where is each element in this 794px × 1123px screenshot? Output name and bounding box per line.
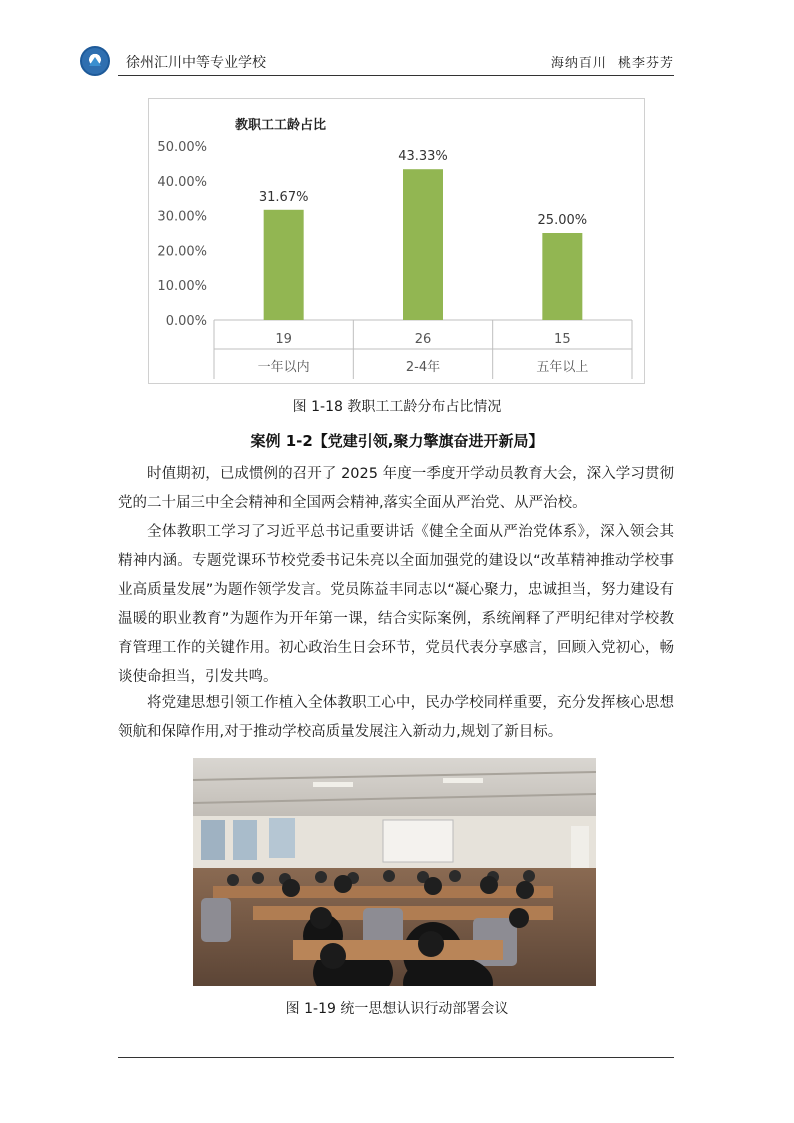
data-label: 25.00% [537, 213, 588, 228]
y-tick-label: 50.00% [157, 140, 207, 155]
figure-1-19-caption: 图 1-19 统一思想认识行动部署会议 [285, 1001, 509, 1017]
x-tick-label: 26 [414, 332, 432, 347]
bar [542, 233, 582, 320]
school-motto: 海纳百川 桃李芬芳 [550, 56, 674, 71]
bar [403, 169, 443, 320]
y-tick-label: 20.00% [157, 244, 207, 260]
y-tick-label: 0.00% [165, 314, 207, 329]
bar [264, 210, 304, 320]
chart-title: 教职工工龄占比 [235, 118, 327, 133]
school-name: 徐州汇川中等专业学校 [126, 55, 266, 71]
meeting-room-illustration [193, 758, 596, 986]
paragraph-2: 全体教职工学习了习近平总书记重要讲话《健全全面从严治党体系》，深入领会其精神内涵。专题党课环节校党委书记朱亮以全面加强党的建设以“改革精神推动学校事业高质量发展”为题作领学发言。党员陈益丰同志以“凝心聚力，忠诚担当，努力建设有温暖的职业教育”为题作为开年第一课，结合实际案例，系统阐释了严明纪律对学校教育管理工作的关键作用。初心政治生日会环节，党员代表分享感言，回顾入党初心，畅谈使命担当，引发共鸣。 [118, 524, 674, 685]
paragraph-1: 时值期初，已成惯例的召开了 2025 年度一季度开学动员教育大会，深入学习贯彻党的二十届三中全会精神和全国两会精神,落实全面从严治党、从严治校。 [118, 466, 674, 511]
case-title: 案例 1-2【党建引领,聚力擎旗奋进开新局】 [250, 432, 544, 450]
figure-1-18-caption: 图 1-18 教职工工龄分布占比情况 [292, 399, 502, 415]
x-group-label: 2-4年 [405, 360, 441, 375]
page-header [80, 44, 674, 78]
meeting-photo [193, 758, 596, 986]
y-tick-label: 40.00% [157, 174, 207, 190]
x-tick-label: 15 [554, 332, 571, 347]
data-label: 43.33% [398, 149, 448, 165]
y-tick-label: 30.00% [157, 209, 207, 225]
x-group-label: 一年以内 [257, 360, 310, 375]
data-label: 31.67% [258, 189, 309, 205]
school-logo-icon [80, 46, 110, 76]
x-tick-label: 19 [275, 332, 292, 347]
header-divider [118, 75, 674, 76]
x-group-label: 五年以上 [536, 360, 589, 375]
paragraph-3: 将党建思想引领工作植入全体教职工心中，民办学校同样重要，充分发挥核心思想领航和保障作用,对于推动学校高质量发展注入新动力,规划了新目标。 [118, 695, 674, 740]
bar-chart [149, 99, 646, 385]
chart-frame [148, 98, 645, 384]
y-tick-label: 10.00% [157, 279, 207, 295]
footer-divider [118, 1057, 674, 1058]
